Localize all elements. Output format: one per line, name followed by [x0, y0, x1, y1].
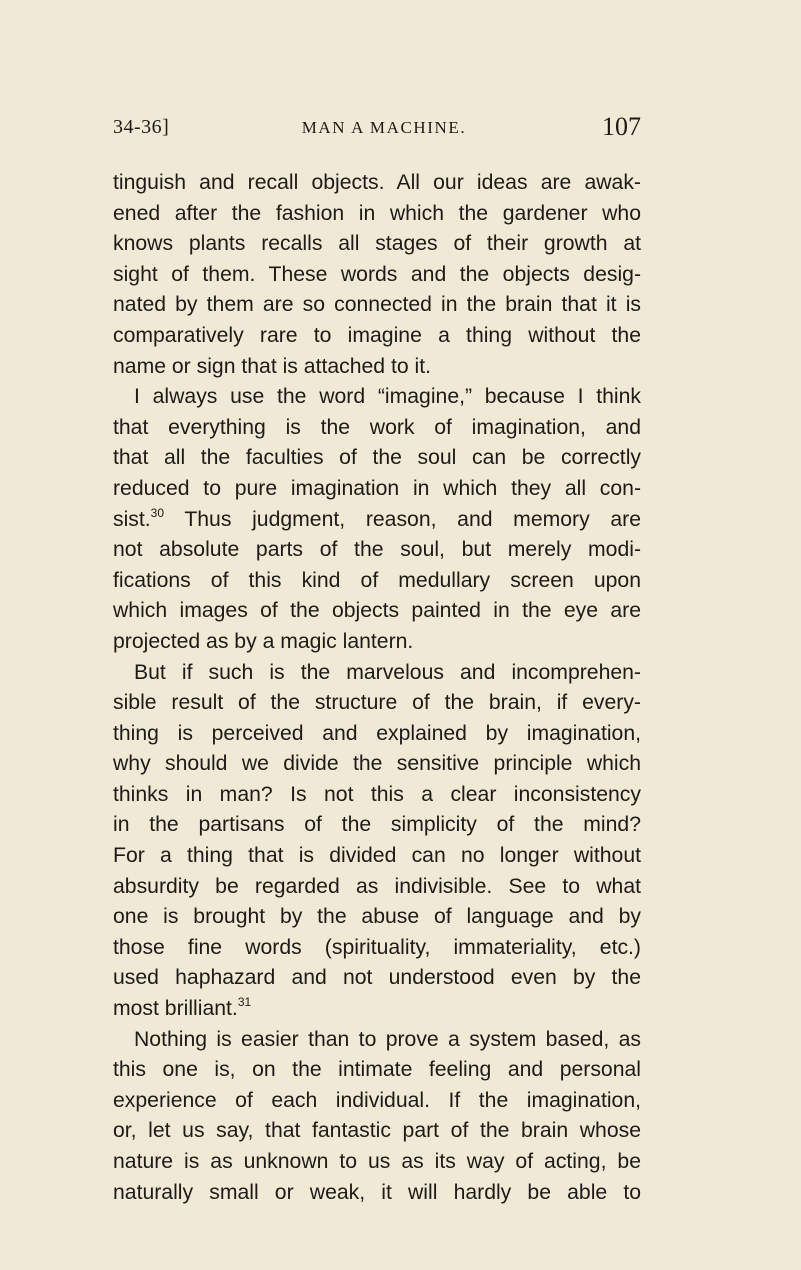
running-header — [113, 112, 641, 146]
body-text — [113, 168, 641, 1208]
text-line: fications of this kind of medullary screen upon — [113, 568, 641, 592]
text-line: I always use the word “imagine,” because I think — [134, 385, 641, 409]
text-line: sible result of the structure of the brain, if every- — [113, 691, 641, 715]
section-range: 34-36] — [113, 116, 170, 138]
text-line: name or sign that is attached to it. — [113, 354, 431, 378]
text-line: why should we divide the sensitive principle which — [113, 752, 641, 776]
text-line: sight of them. These words and the objects desig- — [113, 262, 641, 286]
running-title: MAN A MACHINE. — [301, 118, 467, 137]
text-segment: Thus judgment, reason, and memory are — [164, 507, 641, 531]
text-line: absurdity be regarded as indivisible. See to what — [113, 874, 641, 898]
text-line: that everything is the work of imagination, and — [113, 415, 641, 439]
text-line: experience of each individual. If the imagination, — [113, 1088, 641, 1112]
text-line: projected as by a magic lantern. — [113, 629, 414, 653]
text-line: which images of the objects painted in the eye are — [113, 599, 641, 623]
text-line: Nothing is easier than to prove a system based, as — [134, 1027, 641, 1051]
footnote-marker: 30 — [150, 505, 165, 520]
text-line — [113, 994, 641, 1025]
footnote-marker: 31 — [237, 995, 252, 1010]
text-line: comparatively rare to imagine a thing without the — [113, 323, 641, 347]
text-line: nated by them are so connected in the brain that it is — [113, 293, 641, 317]
text-segment: most brilliant. — [113, 997, 238, 1021]
text-line: knows plants recalls all stages of their growth at — [113, 232, 641, 256]
text-line: ened after the fashion in which the gardener who — [113, 201, 641, 225]
text-line: not absolute parts of the soul, but merely modi- — [113, 538, 641, 562]
text-line: used haphazard and not understood even by the — [113, 966, 641, 990]
text-line: in the partisans of the simplicity of the mind? — [113, 813, 641, 837]
text-line: thing is perceived and explained by imagination, — [113, 721, 641, 745]
text-line: that all the faculties of the soul can be correctly — [113, 446, 641, 470]
text-line: But if such is the marvelous and incomprehen- — [134, 660, 641, 684]
text-line: naturally small or weak, it will hardly be able to — [113, 1180, 641, 1204]
page-number: 107 — [602, 112, 641, 141]
text-line: one is brought by the abuse of language and by — [113, 905, 641, 929]
text-line: reduced to pure imagination in which they all con- — [113, 476, 641, 500]
text-line: For a thing that is divided can no longer without — [113, 844, 641, 868]
text-line: tinguish and recall objects. All our ideas are awak- — [113, 171, 641, 194]
text-line: this one is, on the intimate feeling and personal — [113, 1058, 641, 1082]
text-line: nature is as unknown to us as its way of acting, be — [113, 1150, 641, 1173]
text-segment: sist. — [113, 507, 151, 531]
text-line: thinks in man? Is not this a clear inconsistency — [113, 782, 641, 806]
text-line: or, let us say, that fantastic part of the brain whose — [113, 1119, 641, 1143]
text-line — [113, 505, 641, 536]
text-line: those fine words (spirituality, immateriality, etc.) — [113, 935, 641, 959]
